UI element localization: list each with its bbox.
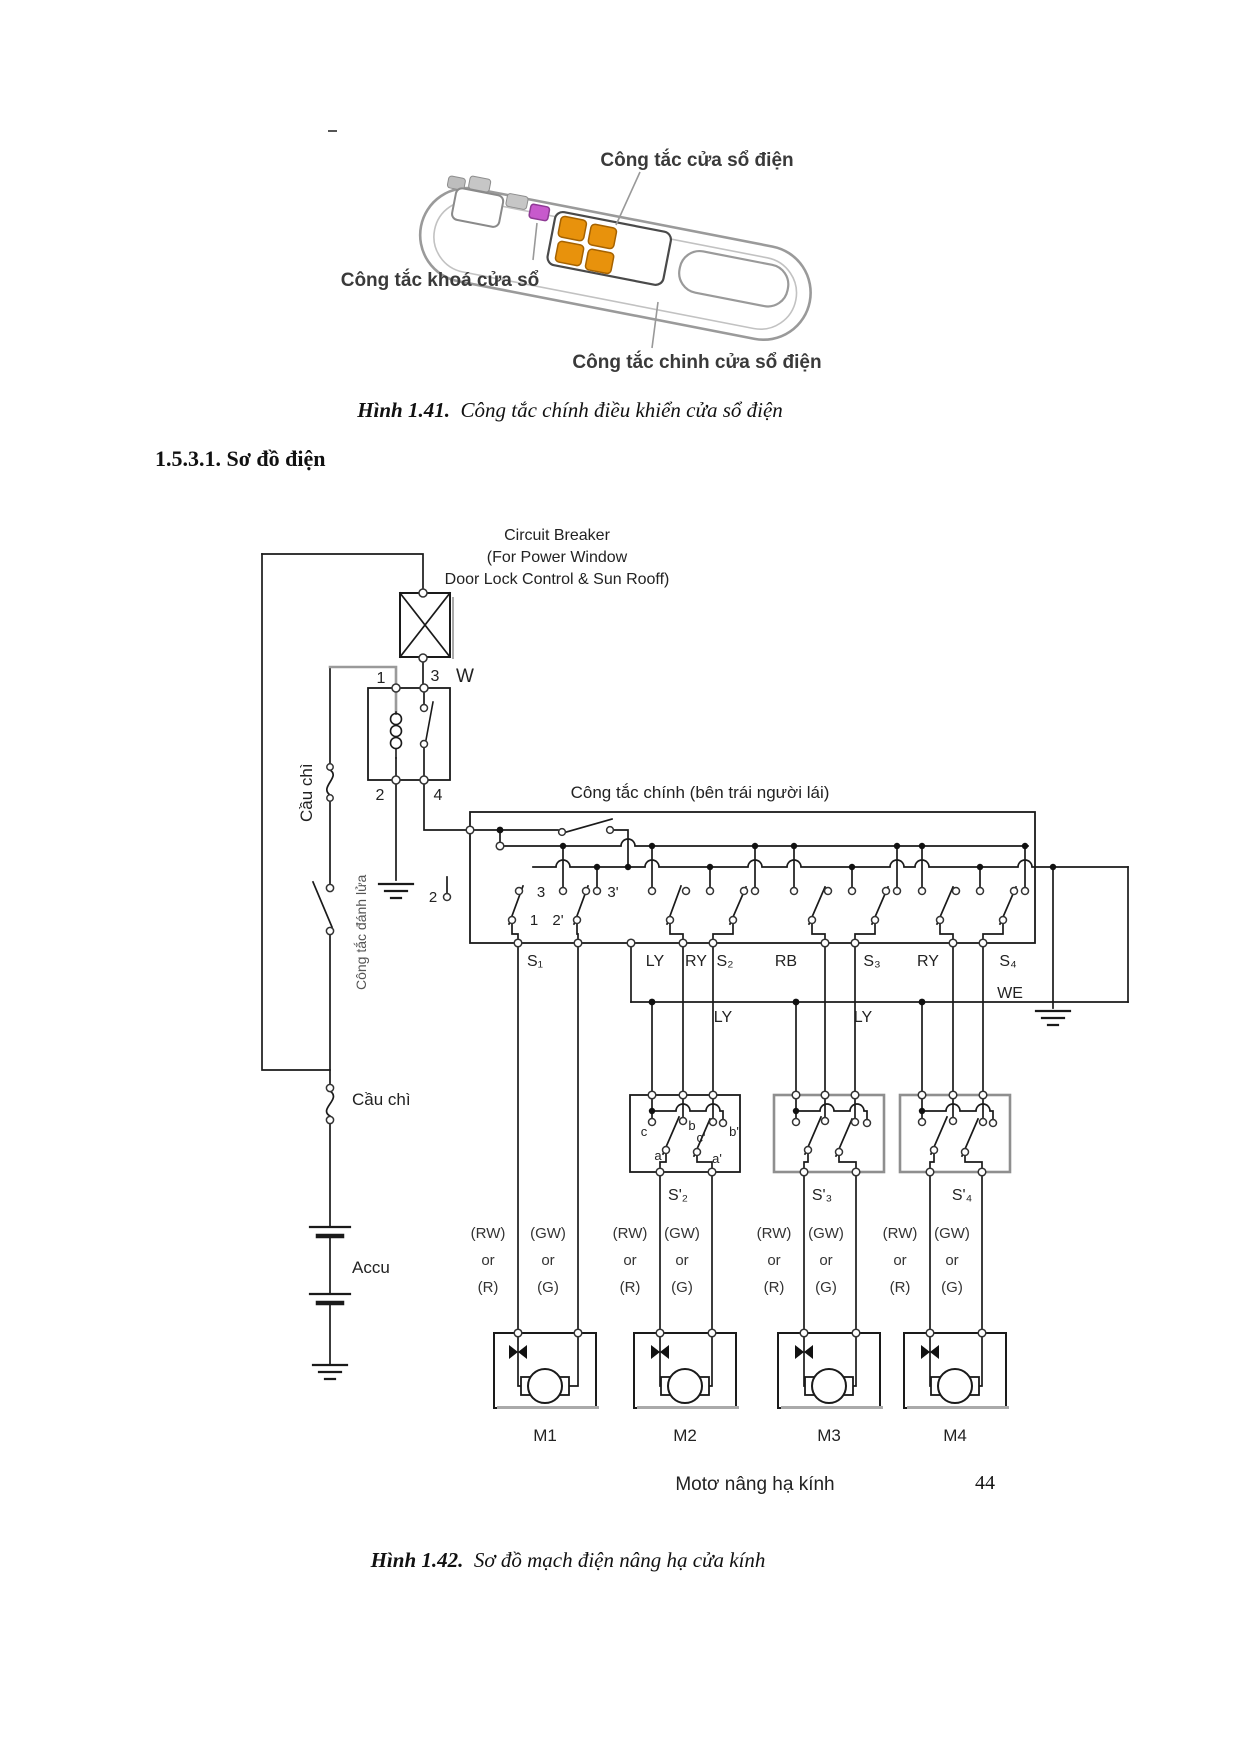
figure-1-41-caption	[0, 398, 1140, 423]
wire-color-r: (R)	[477, 1279, 499, 1296]
contact-cp: c'	[696, 1130, 706, 1145]
wire-color-or: or	[541, 1252, 555, 1269]
wires	[262, 554, 1128, 1386]
relay-pin-3: 3	[430, 668, 440, 685]
wire-color-r: (R)	[889, 1279, 911, 1296]
ly-mid-label-1: LY	[713, 1009, 733, 1026]
figure-1-42-caption-text: Sơ đồ mạch điện nâng hạ cửa kính	[473, 1548, 766, 1572]
motor-caption: Motơ nâng hạ kính	[675, 1474, 835, 1495]
motor-label-m1: M1	[533, 1426, 557, 1445]
motor-boxes	[494, 1333, 1009, 1409]
power-window-schematic	[262, 527, 1128, 1495]
wire-color-gw: (GW)	[934, 1225, 970, 1242]
circuit-breaker-symbol	[400, 593, 454, 659]
master-pin-2: 2	[428, 889, 438, 906]
wire-color-rw: (RW)	[756, 1225, 792, 1242]
terminal-label-ry2: RY	[917, 953, 939, 970]
section-heading: 1.5.3.1. Sơ đồ điện	[155, 446, 326, 471]
master-pin-3: 3	[536, 884, 546, 901]
junction-dots	[497, 827, 1057, 1115]
wire-color-or: or	[819, 1252, 833, 1269]
battery-label: Accu	[352, 1258, 390, 1277]
wire-color-rw: (RW)	[612, 1225, 648, 1242]
master-switch-title: Công tắc chính (bên trái người lái)	[570, 783, 830, 802]
relay-pin-4: 4	[433, 787, 443, 804]
door-panel-illustration	[328, 131, 822, 373]
fuse-lower-label: Cầu chì	[352, 1090, 411, 1109]
wire-color-r: (R)	[763, 1279, 785, 1296]
sub-switch-label-s2: S'₂	[668, 1187, 688, 1204]
ignition-switch-label: Công tắc đánh lửa	[353, 874, 369, 990]
wire-color-or: or	[623, 1252, 637, 1269]
wire-color-g: (G)	[815, 1279, 837, 1296]
wire-color-gw: (GW)	[808, 1225, 844, 1242]
fuse-vertical-label: Cầu chì	[297, 763, 316, 822]
figure-1-42-caption-number: Hình 1.42.	[370, 1548, 464, 1572]
terminal-label-s3: S₃	[863, 953, 881, 970]
terminal-label-ry: RY	[685, 953, 707, 970]
wire-w-label: W	[456, 666, 474, 687]
figure-1-41-caption-number: Hình 1.41.	[357, 398, 450, 422]
ly-mid-label-2: LY	[853, 1009, 873, 1026]
leader-line	[616, 172, 640, 225]
sub-switch-box-s4	[900, 1095, 1010, 1172]
window-switch-cap	[555, 241, 585, 267]
relay-pin-1: 1	[376, 670, 386, 687]
terminal-label-s4: S₄	[999, 953, 1017, 970]
wire-color-gw: (GW)	[664, 1225, 700, 1242]
master-pin-1: 1	[529, 912, 539, 929]
circuit-breaker-label-2: (For Power Window	[486, 549, 628, 566]
door-handle-recess	[676, 248, 792, 310]
relay-box	[368, 688, 450, 780]
motor-breaker-bowtie	[509, 1345, 939, 1359]
circuit-breaker-label-1: Circuit Breaker	[504, 527, 610, 544]
page-number: 44	[975, 1472, 995, 1494]
motor-label-m3: M3	[817, 1426, 841, 1445]
master-pin-3p: 3'	[607, 884, 619, 901]
relay-pin-2: 2	[375, 787, 385, 804]
sub-switch-box-s3	[774, 1095, 884, 1172]
motor-label-m2: M2	[673, 1426, 697, 1445]
wire-color-g: (G)	[941, 1279, 963, 1296]
window-switch-cap	[558, 216, 588, 242]
terminal-label-s2: S₂	[716, 953, 734, 970]
motor-symbols	[509, 1345, 979, 1403]
master-pin-2p: 2'	[552, 912, 564, 929]
wire-color-r: (R)	[619, 1279, 641, 1296]
leader-line	[533, 223, 537, 260]
we-label: WE	[997, 985, 1023, 1002]
wire-color-rw: (RW)	[882, 1225, 918, 1242]
sub-switch-label-s4: S'₄	[951, 1187, 973, 1204]
figure-1-42-caption	[0, 1548, 1136, 1573]
motor-label-m4: M4	[943, 1426, 967, 1445]
wire-color-or: or	[767, 1252, 781, 1269]
terminal-label-rb: RB	[774, 953, 798, 970]
circuit-breaker-label-3: Door Lock Control & Sun Rooff)	[444, 571, 670, 588]
contact-a: a	[654, 1148, 662, 1163]
wire-color-or: or	[945, 1252, 959, 1269]
window-switch-cap	[588, 224, 618, 250]
contact-ap: a'	[712, 1151, 722, 1166]
label-master-switch: Công tắc chinh cửa sổ điện	[572, 352, 822, 373]
wire-color-g: (G)	[537, 1279, 559, 1296]
terminal-label-s1: S₁	[526, 953, 544, 970]
relay-coil-feed-wire	[330, 667, 396, 712]
wire-color-gw: (GW)	[530, 1225, 566, 1242]
wire-color-g: (G)	[671, 1279, 693, 1296]
sub-switch-label-s3: S'₃	[811, 1187, 833, 1204]
wire-color-labels	[471, 1225, 970, 1296]
contact-b: b	[688, 1118, 696, 1133]
terminal-label-ly: LY	[645, 953, 665, 970]
label-power-window-switch: Công tắc cửa sổ điện	[600, 150, 794, 171]
wire-color-or: or	[481, 1252, 495, 1269]
label-window-lock-switch: Công tắc khoá cửa sổ	[340, 270, 540, 291]
contact-c: c	[640, 1124, 648, 1139]
wire-color-or: or	[675, 1252, 689, 1269]
window-switch-cap	[585, 249, 615, 275]
wire-color-rw: (RW)	[470, 1225, 506, 1242]
contact-bp: b'	[729, 1124, 739, 1139]
figure-1-41-caption-text: Công tắc chính điều khiển cửa sổ điện	[460, 398, 783, 422]
wire-color-or: or	[893, 1252, 907, 1269]
window-lock-switch	[529, 204, 550, 221]
door-panel-body	[412, 168, 821, 348]
